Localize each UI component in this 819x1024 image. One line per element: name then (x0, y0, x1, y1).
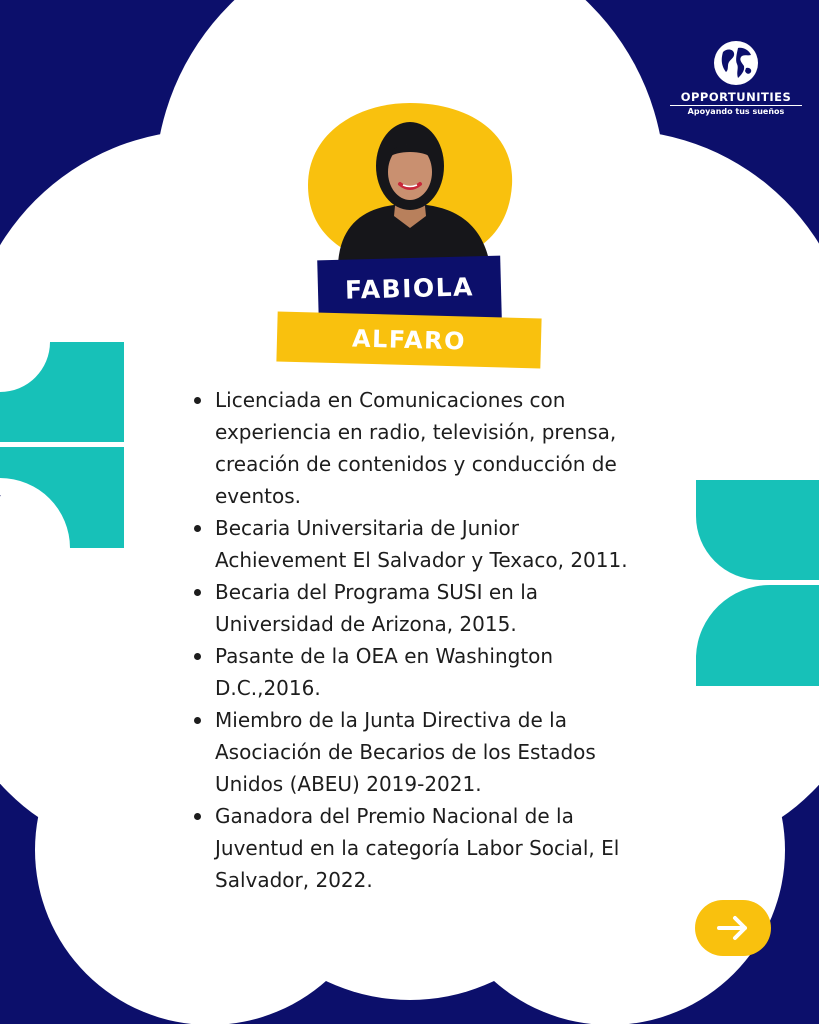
arrow-right-icon (715, 910, 751, 946)
profile-photo (300, 100, 520, 270)
bio-text: Licenciada en Comunicaciones con experiencia en radio, televisión, prensa, creación de contenidos y conducción de eventos. (215, 388, 617, 508)
last-name-banner: ALFARO (276, 312, 541, 369)
logo (670, 38, 802, 116)
list-item (190, 640, 640, 704)
bullet-icon (194, 525, 201, 532)
next-button[interactable] (695, 900, 771, 956)
first-name-banner: FABIOLA (317, 256, 502, 323)
list-item (190, 800, 640, 896)
globe-icon (711, 38, 761, 88)
bullet-icon (194, 717, 201, 724)
bio-text: Becaria Universitaria de Junior Achievement El Salvador y Texaco, 2011. (215, 516, 628, 572)
bullet-icon (194, 397, 201, 404)
logo-name: OPPORTUNITIES (670, 90, 802, 106)
list-item (190, 384, 640, 512)
logo-tagline: Apoyando tus sueños (687, 107, 785, 116)
list-item (190, 576, 640, 640)
bio-text: Becaria del Programa SUSI en la Universidad de Arizona, 2015. (215, 580, 539, 636)
bullet-icon (194, 813, 201, 820)
bullet-icon (194, 653, 201, 660)
list-item (190, 512, 640, 576)
bio-text: Pasante de la OEA en Washington D.C.,2016. (215, 644, 554, 700)
list-item (190, 704, 640, 800)
bio-list (190, 384, 640, 896)
bio-text: Miembro de la Junta Directiva de la Asociación de Becarios de los Estados Unidos (ABEU) 2019-2021. (215, 708, 596, 796)
bio-text: Ganadora del Premio Nacional de la Juventud en la categoría Labor Social, El Salvador, 2022. (215, 804, 620, 892)
bullet-icon (194, 589, 201, 596)
